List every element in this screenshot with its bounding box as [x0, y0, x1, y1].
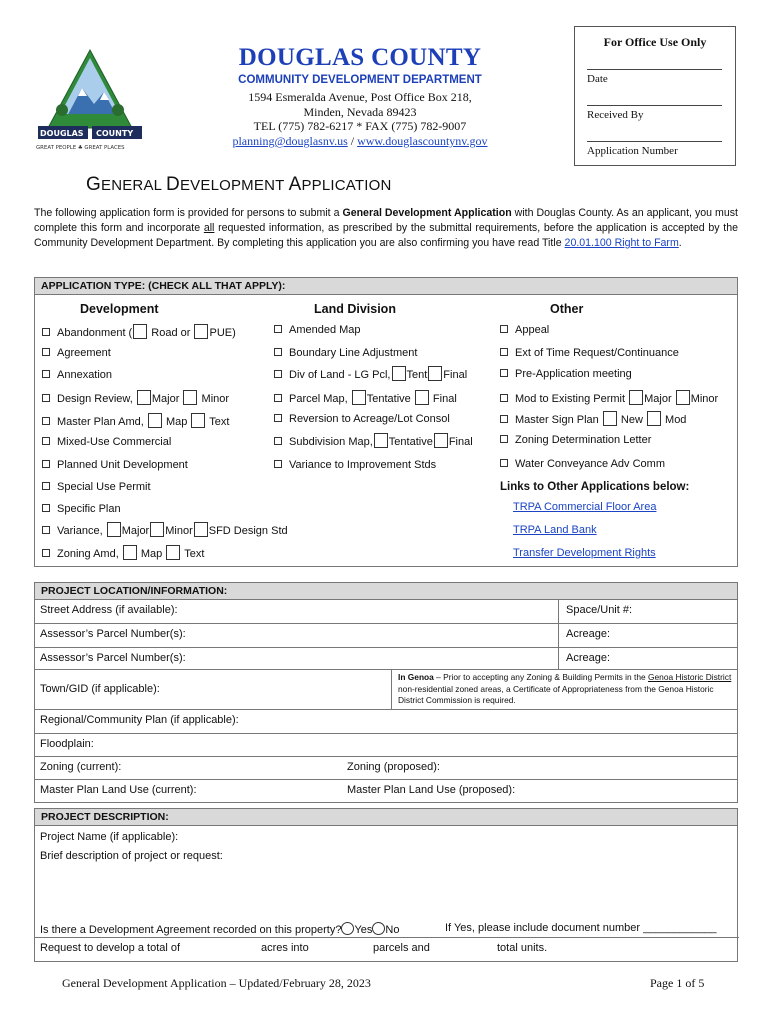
trpa-commercial-floor-area-link[interactable]: TRPA Commercial Floor Area [513, 501, 657, 513]
floodplain-row[interactable] [34, 734, 738, 757]
checkbox[interactable] [42, 549, 50, 557]
total-units-label: total units. [497, 942, 548, 954]
document-number-note: If Yes, please include document number ____________ [445, 922, 717, 934]
form-title: GENERAL DEVELOPMENT APPLICATION [86, 174, 392, 195]
regional-plan-row[interactable] [34, 710, 738, 734]
reversion-option[interactable]: Reversion to Acreage/Lot Consol [274, 413, 450, 425]
project-name-label: Project Name (if applicable): [40, 831, 179, 843]
land-division-column-heading: Land Division [314, 302, 396, 316]
application-number-label: Application Number [587, 145, 678, 157]
yes-radio[interactable] [341, 922, 354, 935]
agreement-option[interactable]: Agreement [42, 347, 111, 359]
checkbox[interactable] [42, 460, 50, 468]
abandonment-option[interactable]: Abandonment ( Road or PUE) [42, 324, 236, 339]
special-use-permit-option[interactable]: Special Use Permit [42, 481, 151, 493]
contact-links: planning@douglasnv.us / www.douglascountynv.gov [232, 134, 488, 148]
master-plan-row[interactable] [34, 780, 738, 803]
checkbox[interactable] [500, 415, 508, 423]
svg-text:DOUGLAS: DOUGLAS [40, 129, 84, 138]
street-address-label: Street Address (if available): [40, 604, 178, 616]
road-checkbox[interactable] [133, 324, 147, 339]
final-checkbox[interactable] [415, 390, 429, 405]
floodplain-label: Floodplain: [40, 738, 94, 750]
major-checkbox[interactable] [107, 522, 121, 537]
tentative-checkbox[interactable] [352, 390, 366, 405]
ext-of-time-option[interactable]: Ext of Time Request/Continuance [500, 347, 679, 359]
town-gid-label: Town/GID (if applicable): [40, 683, 160, 695]
checkbox[interactable] [274, 370, 282, 378]
checkbox[interactable] [500, 348, 508, 356]
project-description-heading: PROJECT DESCRIPTION: [34, 808, 738, 826]
checkbox[interactable] [500, 459, 508, 467]
bla-option[interactable]: Boundary Line Adjustment [274, 347, 417, 359]
pre-application-option[interactable]: Pre-Application meeting [500, 368, 632, 380]
links-heading: Links to Other Applications below: [500, 481, 690, 493]
acres-into-label: acres into [261, 942, 309, 954]
office-use-box [574, 26, 736, 166]
map-checkbox[interactable] [148, 413, 162, 428]
sfd-checkbox[interactable] [194, 522, 208, 537]
major-checkbox[interactable] [629, 390, 643, 405]
checkbox[interactable] [500, 369, 508, 377]
major-checkbox[interactable] [137, 390, 151, 405]
mod-existing-permit-option[interactable]: Mod to Existing Permit Major Minor [500, 390, 718, 405]
svg-text:GREAT PEOPLE ♣ GREAT PLACES: GREAT PEOPLE ♣ GREAT PLACES [36, 145, 125, 151]
received-by-label: Received By [587, 109, 644, 121]
tentative-checkbox[interactable] [374, 433, 388, 448]
apn-label: Assessor’s Parcel Number(s): [40, 652, 186, 664]
zoning-current-label: Zoning (current): [40, 761, 122, 773]
received-by-line[interactable] [587, 105, 722, 106]
date-label: Date [587, 73, 608, 85]
variance-option[interactable]: Variance, Major Minor SFD Design Std [42, 522, 288, 537]
checkbox[interactable] [500, 325, 508, 333]
space-unit-label: Space/Unit #: [566, 604, 633, 616]
application-number-line[interactable] [587, 141, 722, 142]
development-agreement-question: Is there a Development Agreement recorded on this property? Yes No [40, 924, 400, 936]
pud-option[interactable]: Planned Unit Development [42, 459, 188, 471]
minor-checkbox[interactable] [183, 390, 197, 405]
pue-checkbox[interactable] [194, 324, 208, 339]
checkbox[interactable] [42, 526, 50, 534]
brief-description-label: Brief description of project or request: [40, 850, 223, 862]
website-link[interactable]: www.douglascountynv.gov [357, 134, 488, 148]
checkbox[interactable] [274, 394, 282, 402]
street-address-row[interactable] [34, 600, 738, 624]
right-to-farm-link[interactable]: 20.01.100 Right to Farm [564, 237, 679, 249]
regional-plan-label: Regional/Community Plan (if applicable): [40, 714, 239, 726]
div-of-land-option[interactable]: Div of Land - LG Pcl, Tent Final [274, 366, 467, 381]
tent-checkbox[interactable] [392, 366, 406, 381]
checkbox[interactable] [274, 348, 282, 356]
map-checkbox[interactable] [123, 545, 137, 560]
application-type-heading: APPLICATION TYPE: (CHECK ALL THAT APPLY): [34, 277, 738, 295]
parcels-and-label: parcels and [373, 942, 430, 954]
checkbox[interactable] [274, 437, 282, 445]
acreage-label: Acreage: [566, 652, 611, 664]
checkbox[interactable] [42, 482, 50, 490]
page-number: Page 1 of 5 [650, 976, 705, 990]
mplu-proposed-label: Master Plan Land Use (proposed): [347, 784, 516, 796]
transfer-development-rights-link[interactable]: Transfer Development Rights [513, 547, 656, 559]
address-line-1: 1594 Esmeralda Avenue, Post Office Box 218, [248, 90, 472, 104]
checkbox[interactable] [42, 370, 50, 378]
mixed-use-option[interactable]: Mixed-Use Commercial [42, 436, 171, 448]
checkbox[interactable] [500, 394, 508, 402]
annexation-option[interactable]: Annexation [42, 369, 112, 381]
acreage-label: Acreage: [566, 628, 611, 640]
checkbox[interactable] [42, 328, 50, 336]
appeal-option[interactable]: Appeal [500, 324, 549, 336]
parcel-map-option[interactable]: Parcel Map, Tentative Final [274, 390, 457, 405]
checkbox[interactable] [42, 417, 50, 425]
description-box[interactable] [34, 826, 738, 962]
master-plan-amd-option[interactable]: Master Plan Amd, Map Text [42, 413, 229, 428]
zoning-letter-option[interactable]: Zoning Determination Letter [500, 434, 651, 446]
phone-fax: TEL (775) 782-6217 * FAX (775) 782-9007 [253, 119, 467, 133]
final-checkbox[interactable] [428, 366, 442, 381]
request-label: Request to develop a total of [40, 942, 181, 954]
department-name: COMMUNITY DEVELOPMENT DEPARTMENT [238, 74, 482, 86]
date-line[interactable] [587, 69, 722, 70]
county-name: DOUGLAS COUNTY [238, 44, 482, 71]
footer-title: General Development Application – Updated/February 28, 2023 [62, 976, 371, 990]
town-gid-row[interactable] [34, 670, 738, 710]
apn-label: Assessor’s Parcel Number(s): [40, 628, 186, 640]
amended-map-option[interactable]: Amended Map [274, 324, 361, 336]
other-column-heading: Other [550, 302, 584, 316]
project-location-heading: PROJECT LOCATION/INFORMATION: [34, 582, 738, 600]
development-column-heading: Development [80, 302, 159, 316]
final-checkbox[interactable] [434, 433, 448, 448]
zoning-proposed-label: Zoning (proposed): [347, 761, 440, 773]
minor-checkbox[interactable] [676, 390, 690, 405]
checkbox[interactable] [42, 348, 50, 356]
variance-improvement-option[interactable]: Variance to Improvement Stds [274, 459, 436, 471]
mod-checkbox[interactable] [647, 411, 661, 426]
zoning-amd-option[interactable]: Zoning Amd, Map Text [42, 545, 204, 560]
text-checkbox[interactable] [166, 545, 180, 560]
svg-text:COUNTY: COUNTY [96, 129, 134, 138]
checkbox[interactable] [274, 325, 282, 333]
zoning-row[interactable] [34, 757, 738, 780]
design-review-option[interactable]: Design Review, Major Minor [42, 390, 229, 405]
checkbox[interactable] [274, 414, 282, 422]
apn-row-2[interactable] [34, 648, 738, 670]
specific-plan-option[interactable]: Specific Plan [42, 503, 121, 515]
office-use-title: For Office Use Only [603, 35, 707, 49]
minor-checkbox[interactable] [150, 522, 164, 537]
subdivision-map-option[interactable]: Subdivision Map, Tentative Final [274, 433, 473, 448]
checkbox[interactable] [274, 460, 282, 468]
water-conveyance-option[interactable]: Water Conveyance Adv Comm [500, 458, 665, 470]
master-sign-plan-option[interactable]: Master Sign Plan New Mod [500, 411, 686, 426]
checkbox[interactable] [42, 504, 50, 512]
email-link[interactable]: planning@douglasnv.us [232, 134, 348, 148]
genoa-notice: In Genoa – Prior to accepting any Zoning & Building Permits in the Genoa Historic District non-residential zoned areas, a Certificate of Appropriateness from the Genoa Historic District Commission is required. [398, 672, 732, 705]
trpa-land-bank-link[interactable]: TRPA Land Bank [513, 524, 597, 536]
douglas-county-logo [34, 48, 146, 152]
checkbox[interactable] [500, 435, 508, 443]
no-radio[interactable] [372, 922, 385, 935]
checkbox[interactable] [42, 394, 50, 402]
address-line-2: Minden, Nevada 89423 [303, 105, 417, 119]
checkbox[interactable] [42, 437, 50, 445]
text-checkbox[interactable] [191, 413, 205, 428]
new-checkbox[interactable] [603, 411, 617, 426]
apn-row-1[interactable] [34, 624, 738, 648]
intro-paragraph: The following application form is provided for persons to submit a General Development Application with Douglas County. As an applicant, you must complete this form and incorporate all requested information, as prescribed by the submittal requirements, before the application is accepted by the Community Development Department. By completing this application you are also confirming you have read Title 20.01.100 Right to Farm. [34, 207, 738, 249]
mplu-current-label: Master Plan Land Use (current): [40, 784, 197, 796]
